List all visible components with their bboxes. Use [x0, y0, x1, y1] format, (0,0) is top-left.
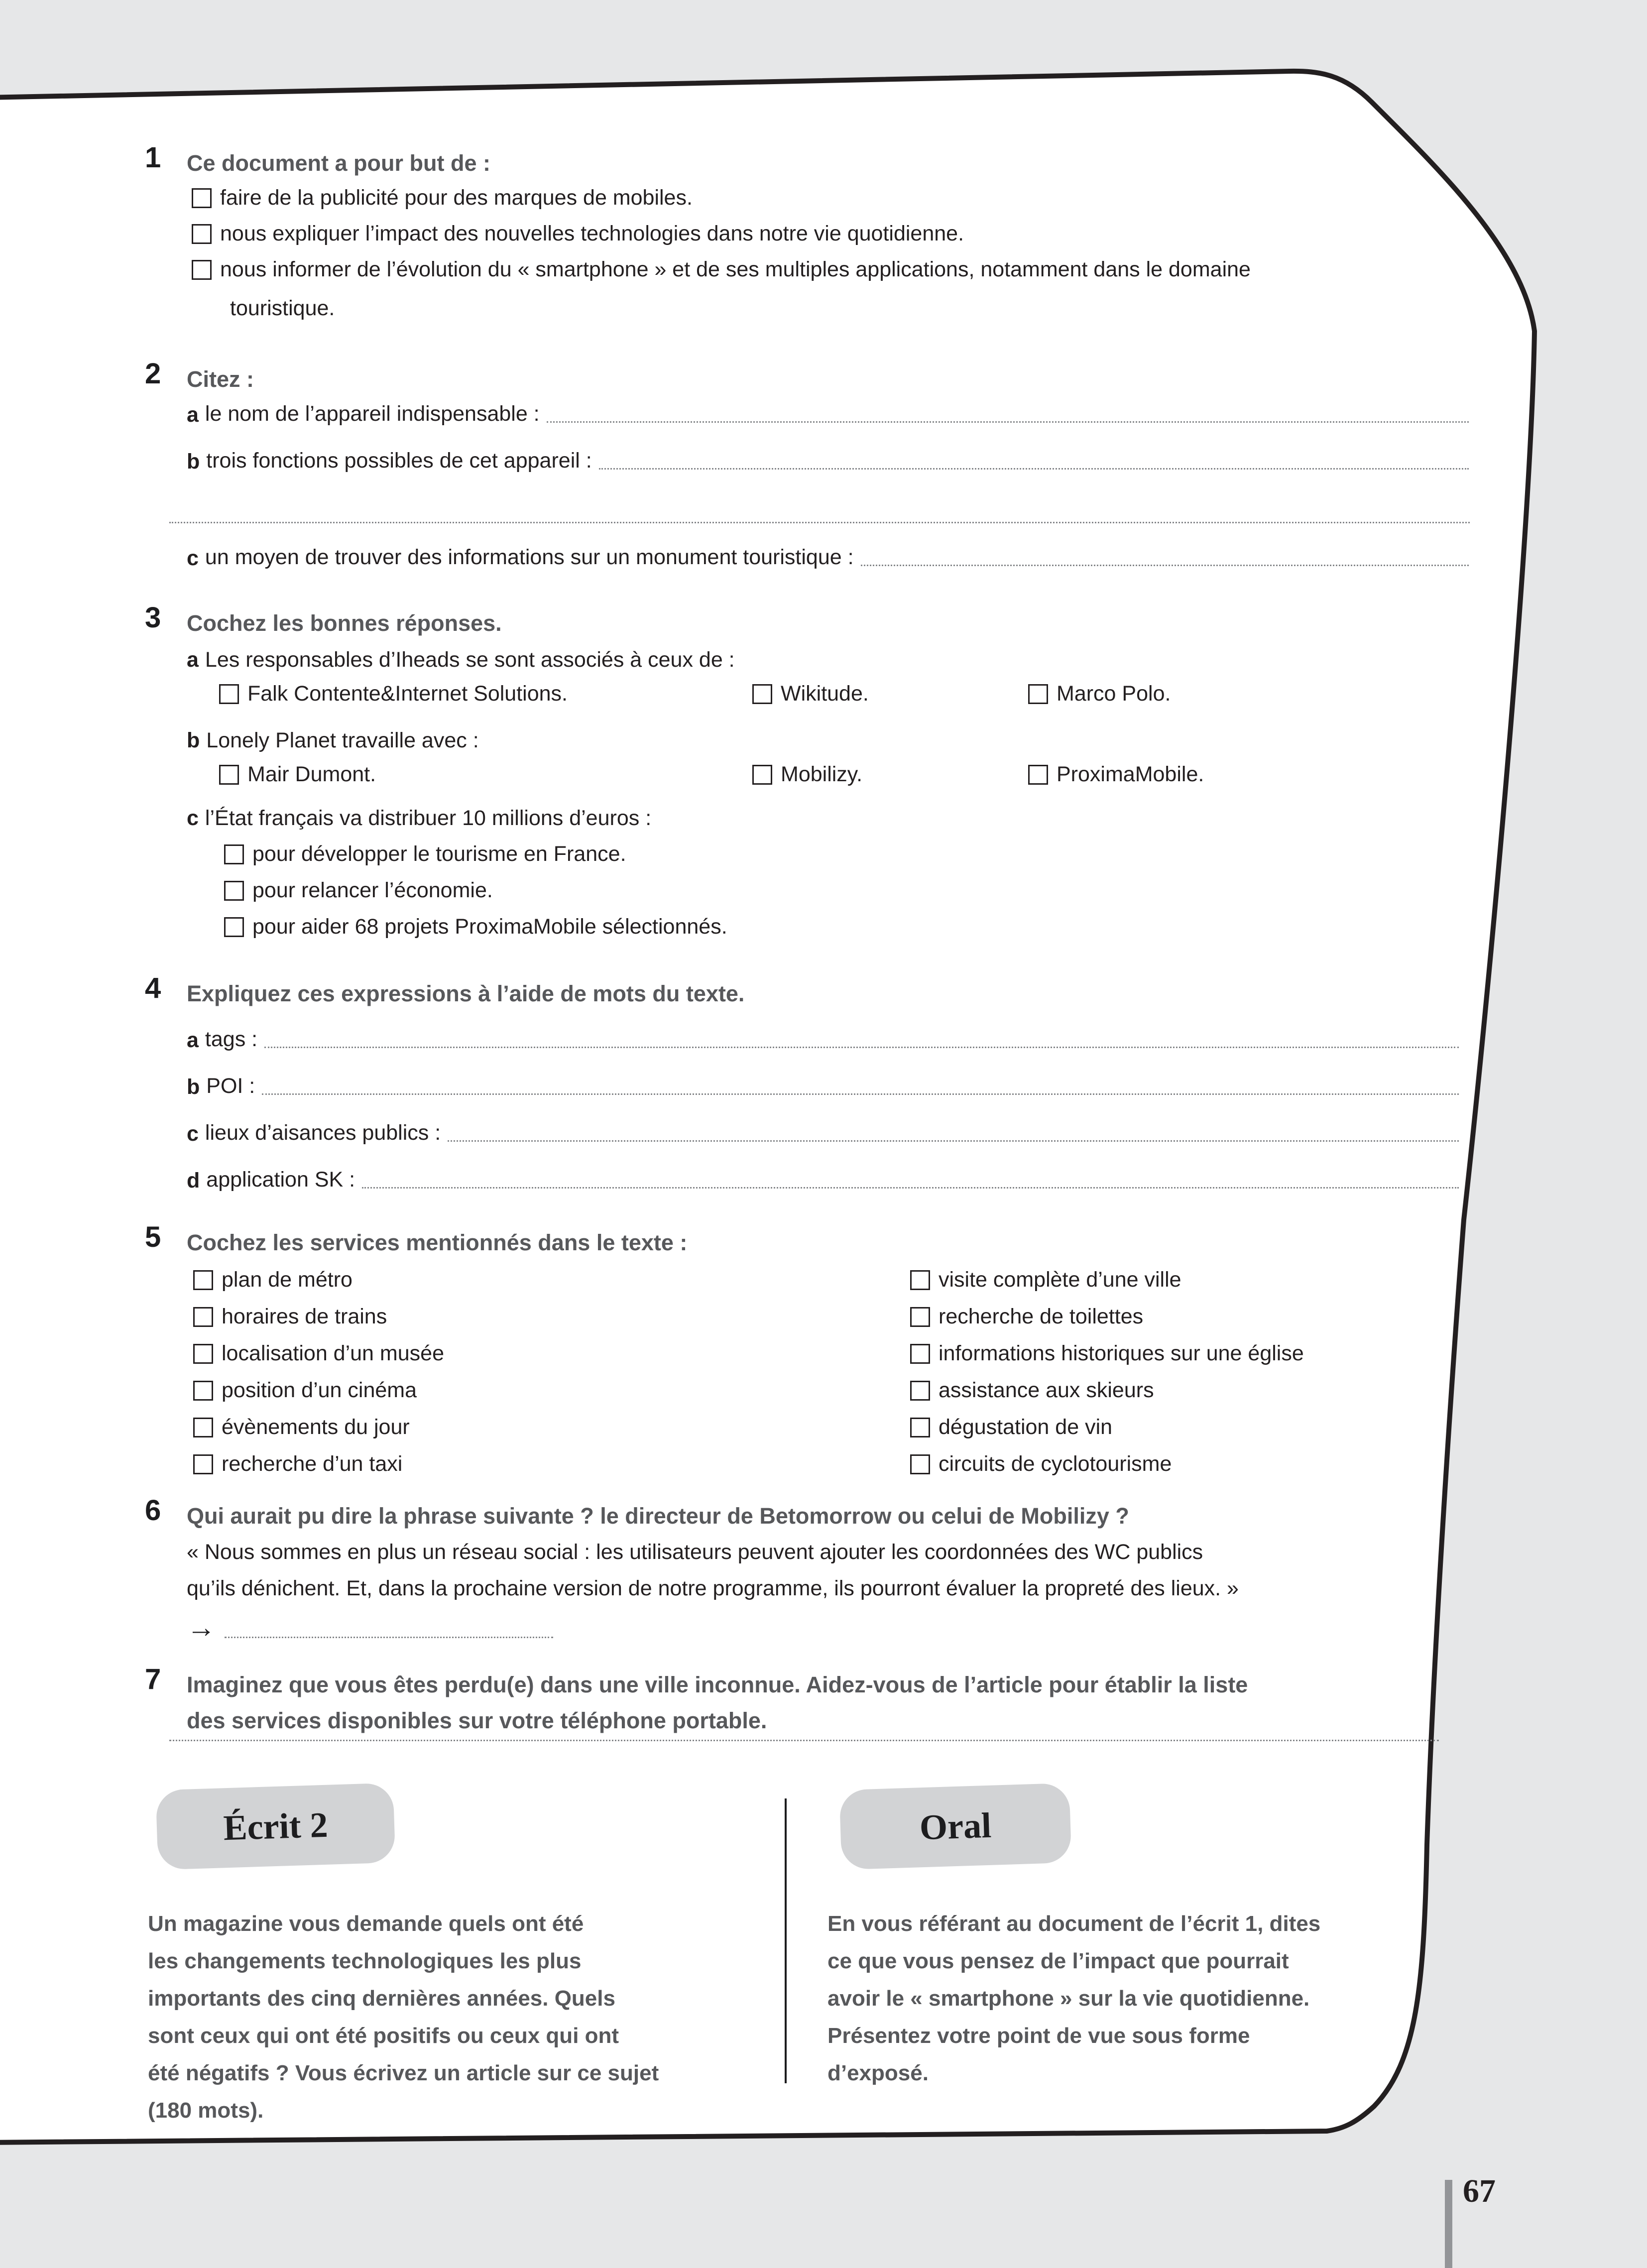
oral-badge: Oral [839, 1783, 1072, 1870]
item-letter: b [187, 449, 200, 474]
answer-line[interactable] [362, 1187, 1459, 1189]
checkbox[interactable] [1028, 765, 1048, 785]
q5-option-row [193, 1378, 417, 1404]
checkbox[interactable] [193, 1307, 213, 1327]
checkbox[interactable] [910, 1270, 930, 1290]
ecrit2-text-line: été négatifs ? Vous écrivez un article sur ce sujet [148, 2061, 659, 2085]
ecrit2-text-line: Un magazine vous demande quels ont été [148, 1911, 584, 1936]
option-text: Mair Dumont. [247, 762, 376, 786]
checkbox[interactable] [219, 765, 239, 785]
answer-line[interactable] [861, 565, 1469, 566]
ecrit2-text-line: les changements technologiques les plus [148, 1949, 582, 1973]
q3-statement-a [187, 647, 735, 673]
ecrit2-text-line: importants des cinq dernières années. Quels [148, 1986, 615, 2011]
checkbox[interactable] [192, 260, 212, 280]
option-text: visite complète d’une ville [939, 1268, 1181, 1292]
q1-option-row [192, 185, 693, 211]
item-letter: a [187, 402, 199, 427]
question-3-number: 3 [145, 601, 161, 634]
answer-line[interactable] [547, 421, 1469, 423]
answer-line[interactable] [169, 1718, 1439, 1741]
checkbox[interactable] [224, 844, 244, 864]
item-letter: c [187, 1121, 199, 1146]
question-3-title: Cochez les bonnes réponses. [187, 610, 502, 636]
ecrit2-text-line: (180 mots). [148, 2098, 264, 2123]
q5-option-row [193, 1267, 353, 1293]
checkbox[interactable] [193, 1344, 213, 1364]
item-text: l’État français va distribuer 10 millions d’euros : [205, 806, 652, 830]
page-number: 67 [1463, 2173, 1496, 2209]
item-letter: c [187, 546, 199, 570]
q5-option-row [193, 1304, 387, 1330]
option-text: informations historiques sur une église [939, 1341, 1304, 1365]
item-text: POI : [206, 1074, 255, 1098]
q4-item-d [187, 1167, 1459, 1193]
question-6-title: Qui aurait pu dire la phrase suivante ? le directeur de Betomorrow ou celui de Mobilizy ? [187, 1503, 1129, 1529]
question-1-title: Ce document a pour but de : [187, 150, 491, 176]
option-text: Wikitude. [781, 682, 869, 706]
option-text: dégustation de vin [939, 1415, 1113, 1439]
checkbox[interactable] [910, 1381, 930, 1401]
answer-line[interactable] [264, 1047, 1459, 1048]
q4-item-c [187, 1120, 1459, 1146]
item-text: Lonely Planet travaille avec : [206, 728, 479, 752]
checkbox[interactable] [193, 1454, 213, 1474]
option-text: évènements du jour [222, 1415, 410, 1439]
option-text: nous expliquer l’impact des nouvelles technologies dans notre vie quotidienne. [220, 222, 964, 245]
question-6-number: 6 [145, 1494, 161, 1527]
checkbox[interactable] [193, 1270, 213, 1290]
q6-answer-row [187, 1613, 553, 1642]
checkbox[interactable] [219, 684, 239, 704]
option-text: Falk Contente&Internet Solutions. [247, 682, 568, 706]
item-text: lieux d’aisances publics : [205, 1121, 441, 1145]
ecrit2-text-line: sont ceux qui ont été positifs ou ceux qui ont [148, 2024, 619, 2048]
option-text: recherche d’un taxi [222, 1452, 403, 1476]
option-text: plan de métro [222, 1268, 353, 1292]
column-divider [785, 1798, 787, 2083]
option-text: pour relancer l’économie. [252, 878, 493, 902]
checkbox[interactable] [224, 881, 244, 901]
q3c-option-row [224, 878, 493, 904]
oral-text-line: d’exposé. [827, 2061, 929, 2085]
answer-line[interactable] [169, 499, 1470, 523]
checkbox[interactable] [910, 1454, 930, 1474]
item-letter: d [187, 1168, 200, 1193]
option-text-continuation: touristique. [230, 296, 335, 320]
option-text: Mobilizy. [781, 762, 863, 786]
item-letter: b [187, 728, 200, 752]
q2-item-a [187, 401, 1469, 427]
item-text: un moyen de trouver des informations sur un monument touristique : [205, 545, 854, 569]
q3b-option-row [1028, 762, 1204, 788]
checkbox[interactable] [1028, 684, 1048, 704]
answer-line[interactable] [599, 468, 1469, 470]
q5-option-row [910, 1267, 1181, 1293]
question-2-number: 2 [145, 358, 161, 390]
checkbox[interactable] [752, 684, 772, 704]
item-letter: a [187, 1028, 199, 1052]
option-text: horaires de trains [222, 1305, 387, 1328]
q4-item-b [187, 1074, 1459, 1099]
q3-statement-b [187, 728, 479, 754]
checkbox[interactable] [752, 765, 772, 785]
item-text: trois fonctions possibles de cet appareil : [206, 449, 592, 473]
q5-option-row [193, 1341, 444, 1367]
option-text: faire de la publicité pour des marques de mobiles. [220, 186, 693, 210]
q5-option-row [910, 1451, 1172, 1477]
answer-line[interactable] [448, 1140, 1459, 1142]
oral-text-line: ce que vous pensez de l’impact que pourrait [827, 1949, 1289, 1973]
q3b-option-row [219, 762, 376, 788]
option-text: circuits de cyclotourisme [939, 1452, 1172, 1476]
q6-quote-line: qu’ils dénichent. Et, dans la prochaine version de notre programme, ils pourront évaluer la propreté des lieux. » [187, 1576, 1239, 1600]
ecrit2-badge: Écrit 2 [156, 1783, 396, 1870]
q3a-option-row [219, 681, 568, 707]
q3b-option-row [752, 762, 862, 788]
answer-line[interactable] [225, 1637, 553, 1638]
question-4-title: Expliquez ces expressions à l’aide de mots du texte. [187, 981, 745, 1006]
q4-item-a [187, 1027, 1459, 1053]
option-text: recherche de toilettes [939, 1305, 1144, 1328]
q2-item-b [187, 448, 1469, 474]
checkbox[interactable] [193, 1418, 213, 1437]
checkbox[interactable] [910, 1344, 930, 1364]
question-7-title-line2: des services disponibles sur votre téléphone portable. [187, 1708, 767, 1733]
q3a-option-row [1028, 681, 1171, 707]
q1-option-row [192, 257, 1251, 283]
checkbox[interactable] [192, 224, 212, 244]
item-letter: b [187, 1074, 200, 1099]
option-text: localisation d’un musée [222, 1341, 444, 1365]
option-text: pour aider 68 projets ProximaMobile sélectionnés. [252, 915, 727, 939]
oral-text-line: avoir le « smartphone » sur la vie quotidienne. [827, 1986, 1310, 2011]
checkbox[interactable] [193, 1381, 213, 1401]
question-7-title: Imaginez que vous êtes perdu(e) dans une ville inconnue. Aidez-vous de l’article pour établir la liste [187, 1672, 1248, 1697]
question-7-number: 7 [145, 1663, 161, 1695]
q5-option-row [910, 1304, 1143, 1330]
checkbox[interactable] [910, 1418, 930, 1437]
q5-option-row [193, 1451, 402, 1477]
checkbox[interactable] [224, 917, 244, 937]
question-2-title: Citez : [187, 366, 254, 392]
question-5-title: Cochez les services mentionnés dans le texte : [187, 1230, 688, 1255]
q3a-option-row [752, 681, 869, 707]
item-letter: c [187, 806, 199, 830]
item-text: le nom de l’appareil indispensable : [205, 402, 540, 426]
q3-statement-c [187, 806, 651, 832]
checkbox[interactable] [192, 188, 212, 208]
question-4-number: 4 [145, 972, 161, 1004]
oral-text-line: Présentez votre point de vue sous forme [827, 2024, 1250, 2048]
q3c-option-row [224, 914, 727, 940]
option-text: position d’un cinéma [222, 1378, 417, 1402]
option-text: Marco Polo. [1057, 682, 1171, 706]
item-text: Les responsables d’Iheads se sont associés à ceux de : [205, 648, 735, 672]
q6-quote-line: « Nous sommes en plus un réseau social : les utilisateurs peuvent ajouter les coordonnées des WC publics [187, 1540, 1203, 1564]
q3c-option-row [224, 841, 626, 867]
option-text: assistance aux skieurs [939, 1378, 1154, 1402]
answer-line[interactable] [262, 1093, 1459, 1095]
oral-text-line: En vous référant au document de l’écrit 1, dites [827, 1911, 1321, 1936]
q5-option-row [910, 1415, 1112, 1440]
question-5-number: 5 [145, 1221, 161, 1253]
item-text: tags : [205, 1027, 258, 1051]
option-text: pour développer le tourisme en France. [252, 842, 626, 866]
q5-option-row [910, 1341, 1304, 1367]
q5-option-row [910, 1378, 1154, 1404]
arrow-icon: → [187, 1611, 216, 1644]
option-text: nous informer de l’évolution du « smartphone » et de ses multiples applications, notamment dans le domaine [220, 257, 1251, 281]
question-1-number: 1 [145, 141, 161, 174]
page-number-bar [1445, 2180, 1452, 2268]
checkbox[interactable] [910, 1307, 930, 1327]
q5-option-row [193, 1415, 410, 1440]
option-text: ProximaMobile. [1057, 762, 1204, 786]
q2-item-c [187, 545, 1469, 571]
item-letter: a [187, 648, 199, 672]
q1-option-row [192, 221, 964, 247]
item-text: application SK : [206, 1168, 355, 1192]
